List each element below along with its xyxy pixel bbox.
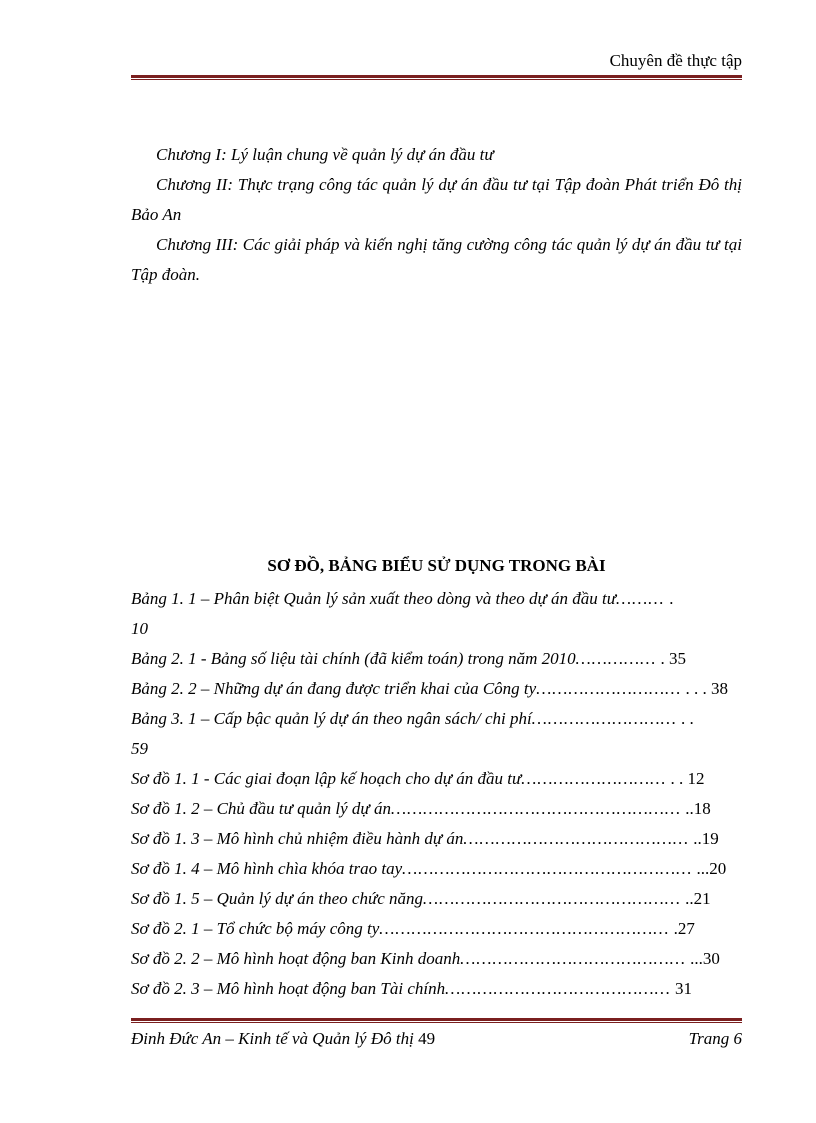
header-rule (131, 75, 742, 80)
toc-item-dots: …………………………………… (463, 829, 689, 848)
header-title: Chuyên đề thực tập (609, 51, 742, 70)
toc-item-label: Sơ đồ 2. 3 – Mô hình hoạt động ban Tài chính (131, 979, 446, 998)
toc-item[interactable] (131, 589, 742, 609)
footer-rule (131, 1018, 742, 1023)
toc-item-page: . 35 (660, 649, 686, 668)
toc-item[interactable] (131, 949, 742, 969)
toc-item-label: Bảng 2. 2 – Những dự án đang được triển khai của Công ty (131, 679, 537, 698)
toc-item-dots: ……………………………………………… (390, 799, 682, 818)
toc-item[interactable] (131, 979, 742, 999)
toc-item-page: ..19 (693, 829, 719, 848)
toc-item-dots: ……………………………………………… (402, 859, 693, 878)
footer-author-text: Đinh Đức An – Kinh tế và Quản lý Đô thị (131, 1029, 414, 1048)
toc-item-dots: ……………………… (531, 709, 677, 728)
toc-item-page: ...20 (696, 859, 727, 878)
toc-item[interactable] (131, 679, 742, 699)
toc-item-page: . . . 38 (685, 679, 728, 698)
toc-item[interactable] (131, 619, 742, 639)
toc-item-dots: ……… . (616, 589, 675, 608)
chapter-1-line: Chương I: Lý luận chung về quản lý dự án đầu tư (156, 145, 494, 164)
toc-item-page: 31 (675, 979, 693, 998)
toc-item-page: . . (681, 709, 694, 728)
toc-item-label: Sơ đồ 1. 3 – Mô hình chủ nhiệm điều hành dự án (131, 829, 464, 848)
toc-item-label: Sơ đồ 2. 1 – Tổ chức bộ máy công ty (131, 919, 380, 938)
toc-item[interactable] (131, 859, 742, 879)
footer-page-number: Trang 6 (688, 1029, 742, 1048)
toc-item-dots: ……………………………………………… (379, 919, 670, 938)
chapter-3-line: Chương III: Các giải pháp và kiến nghị tăng cường công tác quản lý dự án đầu tư tại Tập đoàn. (131, 235, 742, 284)
toc-item[interactable] (131, 709, 742, 729)
toc-item-page: ..21 (685, 889, 711, 908)
toc-item-page: ..18 (685, 799, 711, 818)
chapter-intro (131, 140, 742, 290)
toc-item-dots: ……………………… (521, 769, 667, 788)
toc-item[interactable] (131, 649, 742, 669)
toc-item-page: ...30 (690, 949, 720, 968)
toc-title: SƠ ĐỒ, BẢNG BIỂU SỬ DỤNG TRONG BÀI (267, 556, 606, 575)
toc-item-dots: …………… (575, 649, 657, 668)
toc-item-label: Sơ đồ 1. 2 – Chủ đầu tư quản lý dự án (131, 799, 391, 818)
toc-item[interactable] (131, 889, 742, 909)
toc-item-label: Sơ đồ 2. 2 – Mô hình hoạt động ban Kinh doanh (131, 949, 461, 968)
toc-item-label: 59 (131, 739, 148, 758)
toc-item-page: . . 12 (670, 769, 705, 788)
toc-item-label: Bảng 1. 1 – Phân biệt Quản lý sản xuất theo dòng và theo dự án đầu tư (131, 589, 617, 608)
footer-class-number: 49 (418, 1029, 436, 1048)
toc-item[interactable] (131, 739, 742, 759)
header-rule-thin (131, 79, 742, 80)
toc-item-dots: …………………………………… (445, 979, 671, 998)
toc-item-label: Sơ đồ 1. 1 - Các giai đoạn lập kế hoạch cho dự án đầu tư (131, 769, 522, 788)
toc-item[interactable] (131, 769, 742, 789)
chapter-2-line: Chương II: Thực trạng công tác quản lý dự án đầu tư tại Tập đoàn Phát triển Đô thị Bảo An (131, 175, 742, 224)
toc-item-label: Bảng 3. 1 – Cấp bậc quản lý dự án theo ngân sách/ chi phí (131, 709, 532, 728)
header-rule-thick (131, 75, 742, 78)
footer-rule-thick (131, 1018, 742, 1021)
toc-item-dots: …………………………………… (460, 949, 686, 968)
toc-item-label: Sơ đồ 1. 4 – Mô hình chìa khóa trao tay (131, 859, 403, 878)
toc-item-label: Sơ đồ 1. 5 – Quản lý dự án theo chức năng (131, 889, 424, 908)
toc-item[interactable] (131, 799, 742, 819)
toc-item-dots: ……………………… (536, 679, 682, 698)
footer-author (131, 1029, 435, 1049)
toc-item[interactable] (131, 919, 742, 939)
toc-item-label: 10 (131, 619, 148, 638)
toc-item-page: .27 (673, 919, 695, 938)
toc-item[interactable] (131, 829, 742, 849)
toc-item-dots: ………………………………………… (423, 889, 681, 908)
footer-rule-thin (131, 1022, 742, 1023)
toc-item-label: Bảng 2. 1 - Bảng số liệu tài chính (đã kiểm toán) trong năm 2010 (131, 649, 576, 668)
